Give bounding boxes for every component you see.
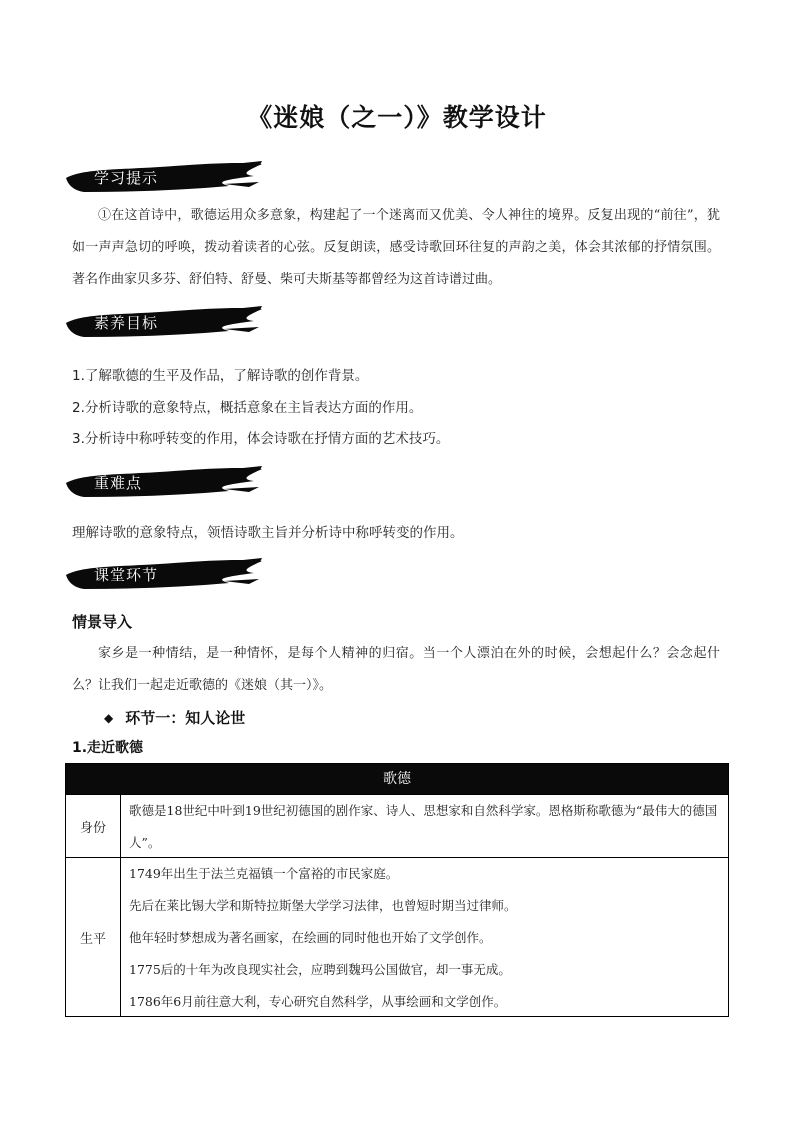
table-header: 歌德 xyxy=(65,763,729,795)
table-row-key: 生平 xyxy=(66,858,121,1016)
table-line: 1775后的十年为改良现实社会，应聘到魏玛公国做官，却一事无成。 xyxy=(129,962,511,977)
goal-item: 1.了解歌德的生平及作品，了解诗歌的创作背景。 xyxy=(72,368,369,384)
section-label: 素养目标 xyxy=(94,314,159,332)
section-header-class xyxy=(64,557,264,591)
step-heading xyxy=(104,707,245,728)
section-label: 重难点 xyxy=(94,474,143,492)
section-label: 课堂环节 xyxy=(94,566,159,584)
table-line: 1749年出生于法兰克福镇一个富裕的市民家庭。 xyxy=(129,866,399,881)
table-line: 他年轻时梦想成为著名画家，在绘画的同时他也开始了文学创作。 xyxy=(129,930,492,945)
section-header-key xyxy=(64,465,264,499)
section-label: 学习提示 xyxy=(94,169,159,187)
key-points-text: 理解诗歌的意象特点，领悟诗歌主旨并分析诗中称呼转变的作用。 xyxy=(72,525,464,541)
goal-item: 3.分析诗中称呼转变的作用，体会诗歌在抒情方面的艺术技巧。 xyxy=(72,431,450,447)
subsection-heading: 1.走近歌德 xyxy=(72,740,144,756)
intro-heading: 情景导入 xyxy=(72,613,133,631)
diamond-bullet-icon: ◆ xyxy=(104,711,114,725)
table-row-key: 身份 xyxy=(66,795,121,857)
table-line: 先后在莱比锡大学和斯特拉斯堡大学学习法律，也曾短时期当过律师。 xyxy=(129,898,517,913)
table-line: 歌德是18世纪中叶到19世纪初德国的剧作家、诗人、思想家和自然科学家。恩格斯称歌德为“最伟大的德国人”。 xyxy=(129,803,718,850)
table-row-value xyxy=(121,858,728,1016)
hint-paragraph: ①在这首诗中，歌德运用众多意象，构建起了一个迷离而又优美、令人神往的境界。反复出现的“前往”，犹如一声声急切的呼唤，拨动着读者的心弦。反复朗读，感受诗歌回环往复的声韵之美，体会其浓郁的抒情氛围。著名作曲家贝多芬、舒伯特、舒曼、柴可夫斯基等都曾经为这首诗谱过曲。 xyxy=(72,208,720,287)
document-title: 《迷娘（之一）》教学设计 xyxy=(247,103,547,132)
intro-paragraph: 家乡是一种情结，是一种情怀，是每个人精神的归宿。当一个人漂泊在外的时候，会想起什么？会念起什么？让我们一起走近歌德的《迷娘（其一）》。 xyxy=(72,646,720,693)
step-heading-text: 环节一：知人论世 xyxy=(125,709,246,727)
section-header-goals xyxy=(64,305,264,339)
table-row xyxy=(65,858,729,1017)
table-row-value xyxy=(121,795,728,857)
table-row xyxy=(65,795,729,858)
table-line: 1786年6月前往意大利，专心研究自然科学，从事绘画和文学创作。 xyxy=(129,994,507,1009)
goal-item: 2.分析诗歌的意象特点，概括意象在主旨表达方面的作用。 xyxy=(72,400,423,416)
goethe-info-table xyxy=(65,763,729,1017)
section-header-hint xyxy=(64,160,264,194)
